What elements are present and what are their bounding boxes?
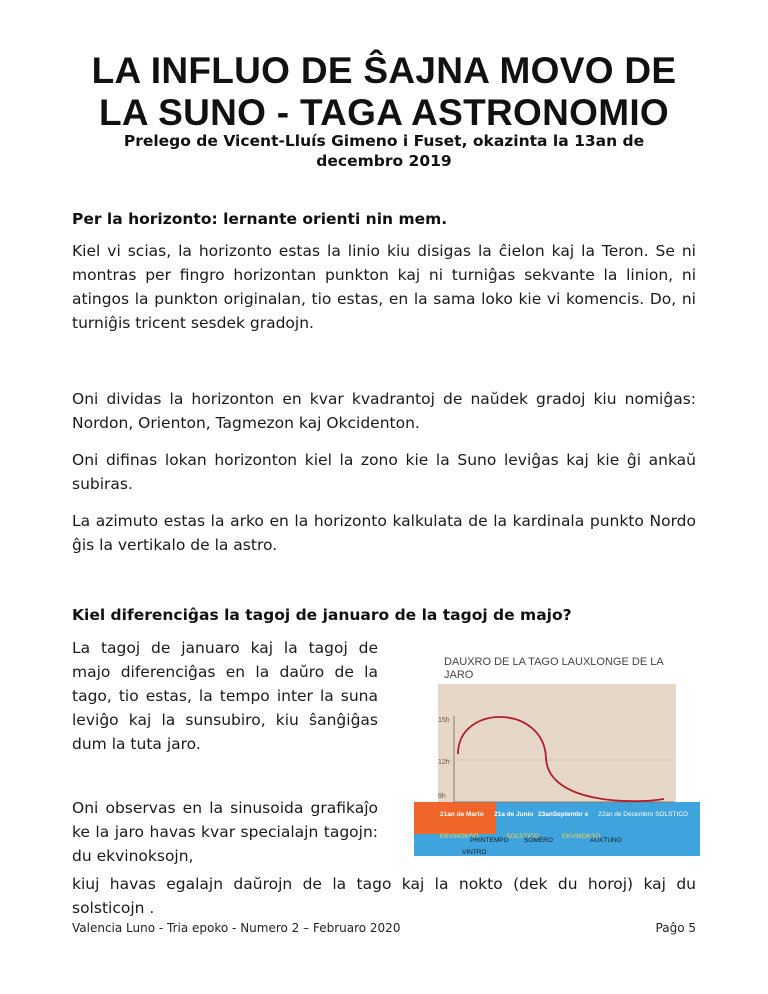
figure-title: DAUXRO DE LA TAGO LAUXLONGE DE LA JARO xyxy=(444,656,664,681)
paragraph-days-2-full: kiuj havas egalajn daŭrojn de la tago kaj la nokto (dek du horoj) kaj du solsticojn . xyxy=(72,875,696,917)
season-auxtuno: AUXTUNO xyxy=(590,837,622,844)
season-somero: SOMERO xyxy=(524,837,553,844)
paragraph-days-2-narrow: Oni observas en la sinusoida grafikaĵo ke la jaro havas kvar specialajn tagojn: du ekvinoksojn, xyxy=(72,799,378,865)
title-line-2: LA SUNO - TAGA ASTRONOMIO xyxy=(99,92,669,133)
date-june: 21a de Junio xyxy=(494,811,534,818)
overlay-ekvinokso-2: EKVINOKSO xyxy=(562,833,601,840)
date-september: 23anSeptembr e xyxy=(538,811,589,818)
paragraph-horizon-3: Oni difinas lokan horizonton kiel la zono kie la Suno leviĝas kaj kie ĝi ankaŭ subiras. xyxy=(72,451,696,493)
paragraph-horizon-4: La azimuto estas la arko en la horizonto kalkulata de la kardinala punkto Nordo ĝis la vertikalo de la astro. xyxy=(72,512,696,554)
section-heading-days: Kiel diferenciĝas la tagoj de januaro de la tagoj de majo? xyxy=(72,606,572,624)
paragraph-horizon-1: Kiel vi scias, la horizonto estas la linio kiu disigas la ĉielon kaj la Teron. Se ni montras per fingro horizontan punkton kaj ni turniĝas sekvante la linion, ni atingos la punkton originalan, tio estas, en la sama loko kie vi komencis. Do, ni turniĝis tricent sesdek gradojn. xyxy=(72,242,696,332)
title-line-1: LA INFLUO DE ŜAJNA MOVO DE xyxy=(91,50,677,91)
overlay-solstico: SOLSTICO xyxy=(506,833,539,840)
page-subtitle xyxy=(60,131,708,171)
section-heading-horizon: Per la horizonto: lernante orienti nin mem. xyxy=(72,210,448,228)
day-length-curve xyxy=(458,717,664,801)
y-label-12h: 12h xyxy=(438,759,450,766)
footer-publication: Valencia Luno - Tria epoko - Numero 2 – Februaro 2020 xyxy=(72,921,401,935)
day-length-chart xyxy=(414,644,700,862)
paragraph-days-1: La tagoj de januaro kaj la tagoj de majo diferenciĝas en la daŭro de la tago, tio estas, la tempo inter la suna leviĝo kaj la sunsubiro, kiu ŝanĝiĝas dum la tuta jaro. xyxy=(72,639,378,753)
date-december: 22an de Decembro SOLSTICO xyxy=(598,811,688,818)
season-vintro: VINTRO xyxy=(462,849,487,856)
subtitle-line-1: Prelego de Vicent-Lluís Gimeno i Fuset, okazinta la 13an de xyxy=(123,132,645,150)
y-label-9h: 9h xyxy=(438,793,446,800)
day-length-figure xyxy=(414,644,700,862)
date-march: 21an de Marto xyxy=(440,811,484,818)
footer-page-number: Paĝo 5 xyxy=(655,921,696,935)
season-printempo: PRINTEMPO xyxy=(470,837,509,844)
overlay-ekvinokso-1: EKVINOKSO xyxy=(440,833,479,840)
subtitle-line-2: decembro 2019 xyxy=(316,152,452,170)
page-title xyxy=(40,50,728,134)
paragraph-horizon-2: Oni dividas la horizonton en kvar kvadrantoj de naŭdek gradoj kiu nomiĝas: Nordon, Orienton, Tagmezon kaj Okcidenton. xyxy=(72,390,696,432)
y-label-15h: 15h xyxy=(438,717,450,724)
